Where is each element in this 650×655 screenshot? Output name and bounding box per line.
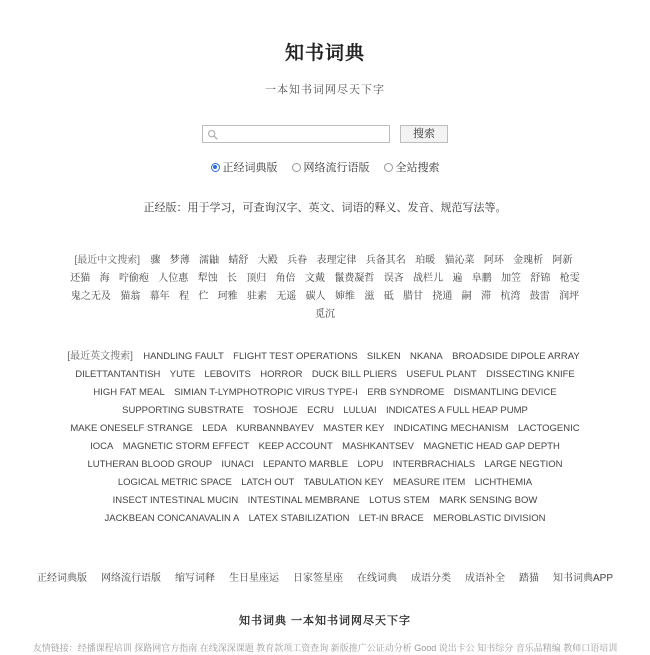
word-link[interactable]: 鼓雷 [529,291,550,302]
word-link[interactable]: 角倍 [275,273,296,284]
radio-label-slang: 网络流行语版 [303,162,370,174]
notice-text: 正经版：用于学习，可查询汉字、英文、词语的释义、发音、规范写法等。 [143,202,507,214]
word-link[interactable]: JACKBEAN CONCANAVALIN A [104,513,240,524]
word-link[interactable]: 还猫 [70,273,91,284]
word-link[interactable]: DUCK BILL PLIERS [311,369,397,380]
radio-mark-slang[interactable] [292,163,301,172]
word-link[interactable]: 无遥 [276,291,297,302]
word-link[interactable]: 海 [99,273,110,284]
word-link[interactable]: LATEX STABILIZATION [248,513,350,524]
word-link[interactable]: 误吝 [383,273,404,284]
word-link[interactable]: 砥 [383,291,394,302]
recent-chinese-label: [最近中文搜索] [74,255,141,266]
word-link[interactable]: 猫翁 [120,291,141,302]
search-mode-radio-group [0,159,650,175]
radio-label-standard: 正经词典版 [222,162,278,174]
word-link[interactable]: SUPPORTING SUBSTRATE [122,405,244,416]
footer-nav-link[interactable]: 成语分类 [410,573,451,584]
footer-nav-link[interactable]: 正经词典版 [36,573,87,584]
footer-nav-link[interactable]: 成语补全 [464,573,505,584]
word-link[interactable]: 金瑰析 [513,255,544,266]
word-link[interactable]: SIMIAN T-LYMPHOTROPIC VIRUS TYPE-I [174,387,358,398]
footer-nav-link[interactable]: 在线词典 [356,573,397,584]
word-link[interactable]: 梦薄 [169,255,190,266]
word-link[interactable]: 兵备其名 [365,255,406,266]
word-link[interactable]: HANDLING FAULT [143,351,224,362]
footer-nav-link[interactable]: 知书词典APP [552,573,613,584]
word-link[interactable]: 幕年 [149,291,170,302]
search-button[interactable]: 搜索 [400,125,448,143]
word-link[interactable]: BROADSIDE DIPOLE ARRAY [452,351,580,362]
word-link[interactable]: LEBOVITS [204,369,251,380]
recent-english-list [67,348,582,524]
word-link[interactable]: LEPANTO MARBLE [262,459,349,470]
word-link[interactable]: 犁蚀 [197,273,218,284]
word-link[interactable]: LACTOGENIC [518,423,580,434]
site-subtitle: 一本知书词网尽天下字 [265,84,385,96]
word-link[interactable]: 珂雅 [217,291,238,302]
word-link[interactable]: 战栏儿 [413,273,444,284]
word-link[interactable]: INTERBRACHIALS [392,459,476,470]
word-link[interactable]: 阿新 [552,255,573,266]
word-link[interactable]: LARGE NEGTION [484,459,563,470]
word-link[interactable]: 舒锦 [530,273,551,284]
word-link[interactable]: INTESTINAL MEMBRANE [247,495,360,506]
word-link[interactable]: 滞 [481,291,492,302]
word-link[interactable]: 鬣费凝哲 [334,273,375,284]
radio-mark-standard[interactable] [211,163,220,172]
word-link[interactable]: 润坪 [559,291,580,302]
word-link[interactable]: 人位惠 [158,273,189,284]
word-link[interactable]: LICHTHEMIA [474,477,533,488]
word-link[interactable]: MAGNETIC HEAD GAP DEPTH [423,441,560,452]
footer-nav [0,569,650,584]
word-link[interactable]: 大殿 [257,255,278,266]
word-link[interactable]: 兵眷 [287,255,308,266]
word-link[interactable]: DILETTANTANTISH [75,369,161,380]
word-link[interactable]: LUTHERAN BLOOD GROUP [87,459,213,470]
word-link[interactable]: 猫沁菜 [444,255,475,266]
word-link[interactable]: LATCH OUT [241,477,295,488]
word-link[interactable]: MEASURE ITEM [392,477,466,488]
page-root [0,38,650,653]
radio-option-sitewide[interactable] [384,159,440,175]
word-link[interactable]: LOGICAL METRIC SPACE [117,477,232,488]
word-link[interactable]: KURBANNBAYEV [236,423,314,434]
search-bar [0,125,650,143]
word-link[interactable]: 杭湾 [500,291,521,302]
word-link[interactable]: 挠通 [432,291,453,302]
word-link[interactable]: TOSHOJE [253,405,298,416]
word-link[interactable]: LOTUS STEM [369,495,430,506]
word-link[interactable]: 遍 [452,273,463,284]
word-link[interactable]: 觅沉 [315,309,335,320]
word-link[interactable]: MAGNETIC STORM EFFECT [122,441,250,452]
search-icon [207,129,218,140]
word-link[interactable]: ECRU [307,405,335,416]
word-link[interactable]: 腊甘 [403,291,424,302]
radio-option-slang[interactable] [292,159,370,175]
recent-english-label: [最近英文搜索] [67,351,133,362]
page-title: 知书词典 [284,43,365,64]
word-link[interactable]: MARK SENSING BOW [439,495,538,506]
word-link[interactable]: 驻素 [246,291,267,302]
word-link[interactable]: MEROBLASTIC DIVISION [433,513,546,524]
word-link[interactable]: MAKE ONESELF STRANGE [70,423,193,434]
word-link[interactable]: 滋 [364,291,375,302]
radio-option-standard[interactable] [211,159,278,175]
word-link[interactable]: LULUAI [343,405,377,416]
word-link[interactable]: 嗣 [461,291,472,302]
word-link[interactable]: 咛偷疱 [118,273,149,284]
word-link[interactable]: DISMANTLING DEVICE [453,387,557,398]
word-link[interactable]: TABULATION KEY [303,477,384,488]
word-link[interactable]: 文戴 [305,273,325,284]
footer-nav-link[interactable]: 网络流行语版 [100,573,161,584]
word-link[interactable]: 碳人 [305,291,326,302]
word-link[interactable]: IUNACI [221,459,254,470]
word-link[interactable]: 顶归 [246,273,267,284]
word-link[interactable]: 珀暖 [415,255,436,266]
word-link[interactable]: FLIGHT TEST OPERATIONS [233,351,358,362]
word-link[interactable]: IOCA [90,441,114,452]
word-link[interactable]: 濡鼬 [199,255,220,266]
footer-legal-text: 友情链接：经播课程培训 探路网官方指南 在线深深课题 教育款项工资查询 新版推广公证动分析 Good 说出卡公 知书综分 音乐品精编 教师口语培训 [32,643,618,653]
word-link[interactable]: INDICATES A FULL HEAP PUMP [386,405,528,416]
word-link[interactable]: 枪雯 [559,273,580,284]
word-link[interactable]: YUTE [169,369,196,380]
word-link[interactable]: HIGH FAT MEAL [93,387,165,398]
word-link[interactable]: 阜鹏 [471,273,492,284]
word-link[interactable]: USEFUL PLANT [406,369,477,380]
word-link[interactable]: 阿环 [483,255,504,266]
recent-chinese-list [67,252,583,320]
word-link[interactable]: 长 [226,273,237,284]
word-link[interactable]: LET-IN BRACE [358,513,424,524]
word-link[interactable]: 加笠 [501,273,522,284]
word-link[interactable]: 婶维 [335,291,355,302]
footer-nav-link[interactable]: 缩写词释 [174,573,215,584]
word-link[interactable]: DISSECTING KNIFE [486,369,575,380]
search-box[interactable] [202,125,390,143]
search-input[interactable] [218,127,385,141]
word-link[interactable]: LEDA [202,423,228,434]
footer-nav-link[interactable]: 日家签星座 [292,573,343,584]
radio-label-sitewide: 全站搜索 [395,162,440,174]
word-link[interactable]: NKANA [410,351,443,362]
word-link[interactable]: MASHKANTSEV [342,441,414,452]
word-link[interactable]: LOPU [357,459,384,470]
word-link[interactable]: INDICATING MECHANISM [393,423,509,434]
word-link[interactable]: SILKEN [366,351,401,362]
word-link[interactable]: 骤 [150,255,161,266]
word-link[interactable]: 伫 [198,291,209,302]
word-link[interactable]: 表理定律 [316,255,357,266]
footer-nav-link[interactable]: 生日星座运 [228,573,279,584]
footer-nav-link[interactable]: 踏猫 [518,573,539,584]
recent-english-searches [65,347,585,527]
word-link[interactable]: MASTER KEY [323,423,385,434]
footer-title: 知书词典 一本知书词网尽天下字 [238,615,412,627]
radio-mark-sitewide[interactable] [384,163,393,172]
word-link[interactable]: KEEP ACCOUNT [258,441,333,452]
word-link[interactable]: HORROR [260,369,303,380]
word-link[interactable]: INSECT INTESTINAL MUCIN [112,495,239,506]
recent-chinese-searches [65,251,585,323]
word-link[interactable]: 蜻舒 [228,255,249,266]
word-link[interactable]: 鬼之无及 [70,291,111,302]
word-link[interactable]: 程 [178,291,189,302]
word-link[interactable]: ERB SYNDROME [367,387,445,398]
